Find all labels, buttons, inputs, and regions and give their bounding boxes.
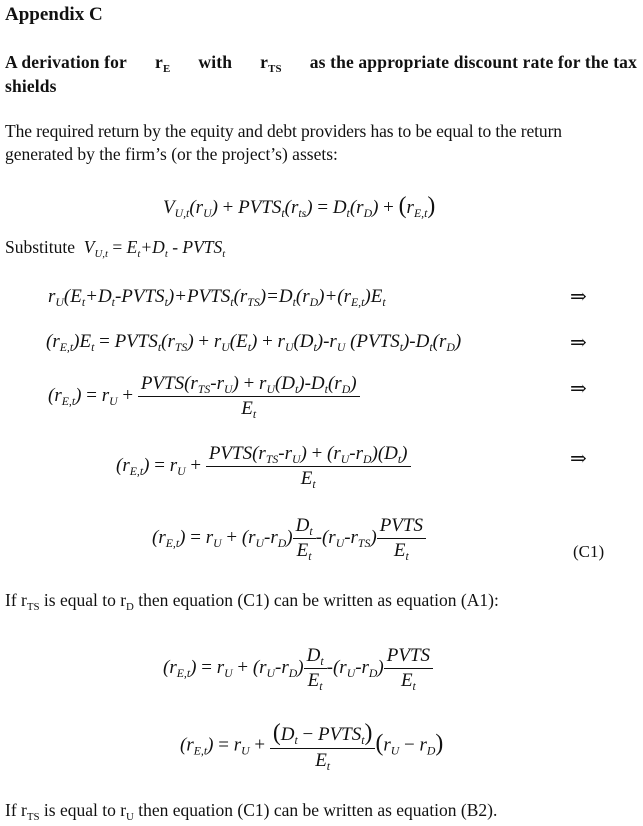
intro-line1: The required return by the equity and debt providers has to be equal to the return [5,121,562,141]
equation-c1: $(r_{E,t}) = r_U + (r_U-r_D)$ $\frac{D_t}{E_t}$ $-(r_U-r_{TS})$ $\frac{\text{PVTS}}{E_t}$ [152,515,426,562]
section-heading-part2: as the appropriate discount rate for the tax [309,52,637,72]
condition-rts-equals-ru [5,799,497,822]
equation-a1-form: $(r_{E,t}) = r_U + (r_U-r_D)$ $\frac{D_t}{E_t}$ $-(r_U-r_D)$ $\frac{\text{PVTS}}{E_t}$ [163,645,433,692]
cond2-sub-u: U [126,810,134,823]
section-heading [5,50,637,98]
intro-line2: generated by the firm’s (or the project’s) assets: [5,144,338,164]
section-heading-part1: A derivation for [5,52,127,72]
section-heading-line2: shields [5,76,57,96]
implies-arrow-3: ⇒ [570,378,587,400]
cond2-pre: If r [5,800,27,820]
rTS-symbol: r [260,52,269,72]
rE-symbol: r [155,52,163,72]
equation-step2: $(r_{E,t})E_t$ = $PVTS_t(r_{TS}) + r_U(E_t) + r_U(D_t)-r_U$ $(PVTS_t)-D_t(r_D)$ [46,331,462,355]
equation-balance: $V_{U,t}(r_U)$ + $PVTS_t(r_{ts}) = D_t(r_D) + (r_{E,t})$ [163,193,436,221]
cond1-pre: If r [5,590,27,610]
equation-a1-simplified: $(r_{E,t}) = r_U$ + $\frac{(D_t - PVTS_t)}{E_t}$ $(r_U - r_D)$ [180,720,444,774]
implies-arrow-1: ⇒ [570,286,587,308]
substitute-line [5,236,225,259]
substitute-expression: $V_{U,t} = E_t+D_t$ - $PVTS_t$ [79,237,226,260]
substitute-label: Substitute [5,237,76,257]
rE-subscript: E [162,62,171,75]
implies-arrow-4: ⇒ [570,448,587,470]
equation-number-c1: (C1) [573,542,605,561]
equation-step3: $(r_{E,t}) = r_U$ + $\frac{PVTS(r_{TS}-r_U) + r_U(D_t)-D_t(r_D)}{E_t}$ [48,373,360,420]
equation-step4: $(r_{E,t}) = r_U$ + $\frac{PVTS(r_{TS}-r_U) + (r_U-r_D)(D_t)}{E_t}$ [116,443,411,490]
appendix-title: Appendix C [5,4,103,25]
cond1-sub-d: D [126,600,134,613]
cond1-sub-ts: TS [26,600,40,613]
equation-step1: $r_U(E_t+D_t-PVTS_t)+PVTS_t(r_{TS})=D_t(r_D)+(r_{E,t})E_t$ [48,286,386,310]
condition-rts-equals-rd [5,589,499,612]
intro-paragraph [5,120,637,166]
cond2-sub-ts: TS [26,810,40,823]
cond2-post: then equation (C1) can be written as equation (B2). [133,800,498,820]
cond2-mid: is equal to r [39,800,127,820]
section-heading-with: with [198,52,233,72]
rTS-subscript: TS [268,62,282,75]
cond1-mid: is equal to r [39,590,127,610]
implies-arrow-2: ⇒ [570,332,587,354]
cond1-post: then equation (C1) can be written as equation (A1): [133,590,499,610]
